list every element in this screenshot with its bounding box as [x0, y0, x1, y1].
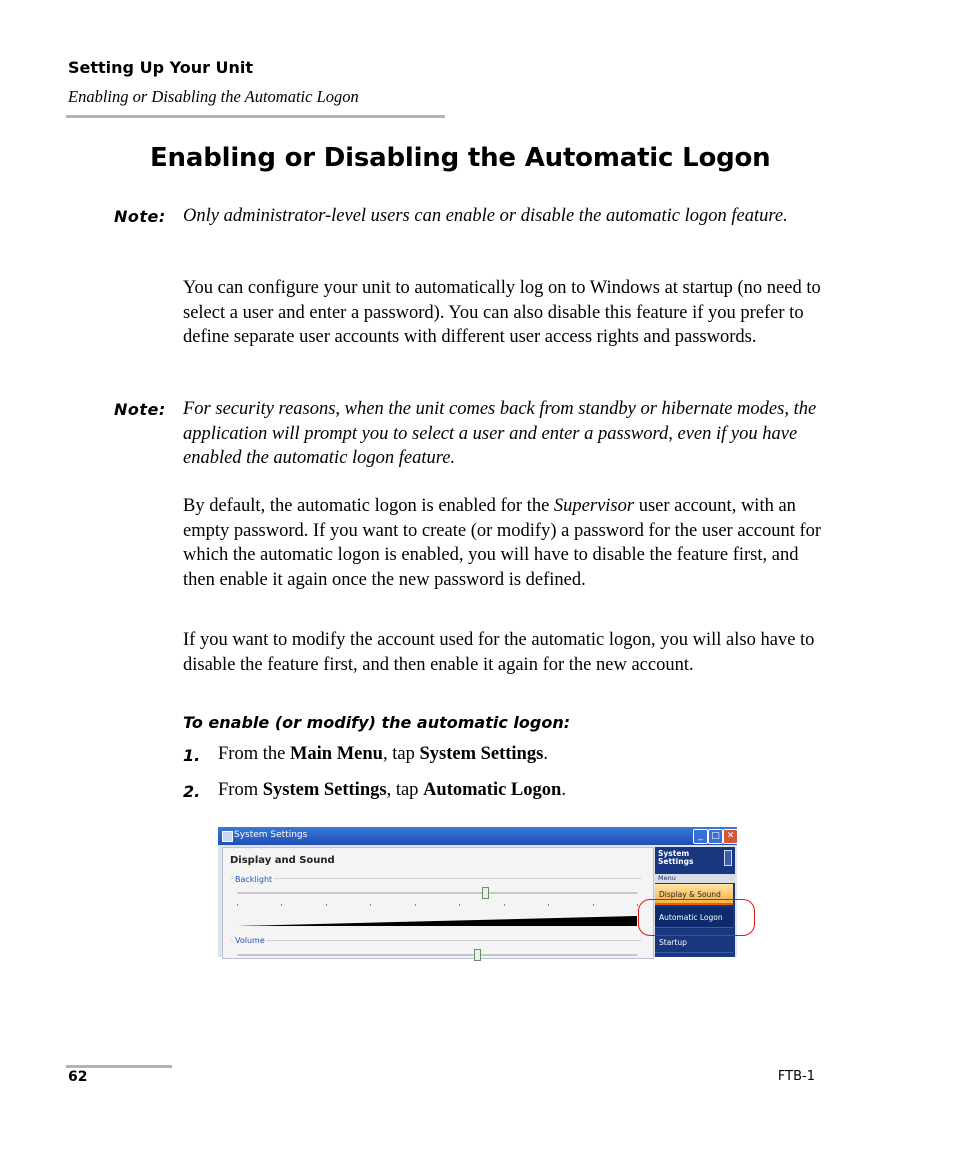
- note-label: Note:: [114, 400, 166, 419]
- supervisor-emphasis: Supervisor: [553, 496, 635, 516]
- close-button[interactable]: ✕: [723, 829, 738, 844]
- minimize-button[interactable]: _: [693, 829, 708, 844]
- page-number: 62: [68, 1069, 88, 1085]
- step-text: , tap: [386, 780, 424, 800]
- slider-tick: [415, 904, 416, 906]
- slider-tick: [548, 904, 549, 906]
- footer-rule: [66, 1065, 172, 1068]
- backlight-level-wedge: [237, 915, 637, 927]
- step-bold: System Settings: [262, 780, 387, 800]
- backlight-label: Backlight: [235, 875, 273, 884]
- page-title: Enabling or Disabling the Automatic Logon: [150, 143, 771, 173]
- group-divider: [231, 940, 641, 941]
- header-rule: [66, 115, 445, 118]
- system-settings-screenshot: [218, 827, 737, 968]
- step-bold: Main Menu: [289, 744, 383, 764]
- procedure-title: To enable (or modify) the automatic logon:: [183, 713, 571, 732]
- paragraph-default-start: By default, the automatic logon is enabled for the: [183, 496, 554, 516]
- volume-label: Volume: [235, 936, 265, 945]
- step-text: .: [561, 780, 566, 800]
- menu-label: Menu: [655, 874, 735, 883]
- battery-icon: [724, 850, 732, 866]
- side-title-line: Settings: [658, 857, 694, 866]
- window-title: System Settings: [234, 830, 308, 840]
- step-2-text: [218, 780, 566, 801]
- slider-tick: [459, 904, 460, 906]
- window-title-bar: [218, 827, 737, 845]
- slider-tick: [326, 904, 327, 906]
- volume-slider-thumb[interactable]: [474, 949, 481, 961]
- side-title-line: System: [658, 849, 690, 858]
- step-text: From the: [218, 744, 290, 764]
- side-panel-title: [658, 850, 693, 866]
- menu-item-automatic-logon[interactable]: Automatic Logon: [655, 907, 733, 928]
- note-admin: Only administrator-level users can enable or disable the automatic logon feature.: [183, 206, 788, 226]
- step-text: , tap: [382, 744, 420, 764]
- slider-tick: [281, 904, 282, 906]
- slider-tick: [593, 904, 594, 906]
- paragraph-default: [183, 494, 823, 592]
- highlight-circle: [638, 899, 755, 936]
- maximize-button[interactable]: □: [708, 829, 723, 844]
- volume-slider-track[interactable]: [237, 954, 637, 956]
- running-header-section: Setting Up Your Unit: [68, 58, 254, 77]
- step-number: 1.: [183, 746, 201, 765]
- slider-tick: [370, 904, 371, 906]
- paragraph-default-end: user account, with an empty password. If you want to create (or modify) a password for the user account for which the automatic logon is enabled, you will have to disable the feature first, and then enable it again once the new password is defined.: [183, 496, 822, 590]
- settings-section-title: Display and Sound: [230, 855, 335, 866]
- step-bold: Automatic Logon: [423, 780, 562, 800]
- backlight-slider-thumb[interactable]: [482, 887, 489, 899]
- backlight-slider-track[interactable]: [237, 892, 637, 894]
- menu-item-display-sound[interactable]: Display & Sound: [655, 884, 733, 905]
- step-text: From: [218, 780, 263, 800]
- note-label: Note:: [114, 207, 166, 226]
- note-security: For security reasons, when the unit comes back from standby or hibernate modes, the application will prompt you to select a user and enter a password, even if you have enabled the automatic logon feature.: [183, 399, 817, 469]
- running-header-subsection: Enabling or Disabling the Automatic Logon: [68, 87, 359, 106]
- step-number: 2.: [183, 782, 201, 801]
- paragraph-modify: If you want to modify the account used for the automatic logon, you will also have to disable the feature first, and then enable it again for the new account.: [183, 630, 815, 675]
- step-bold: System Settings: [419, 744, 544, 764]
- app-icon: [222, 831, 233, 842]
- slider-tick: [237, 904, 238, 906]
- group-divider: [231, 878, 641, 879]
- settings-panel: [222, 847, 654, 959]
- menu-item-startup-applications[interactable]: Startup Applications: [655, 932, 733, 953]
- paragraph-configure: You can configure your unit to automatically log on to Windows at startup (no need to select a user and enter a password). You can also disable this feature if you prefer to define separate user accounts with different user access rights and passwords.: [183, 278, 821, 348]
- step-text: .: [543, 744, 548, 764]
- slider-tick: [504, 904, 505, 906]
- step-1-text: [218, 744, 548, 765]
- document-id: FTB-1: [777, 1069, 815, 1084]
